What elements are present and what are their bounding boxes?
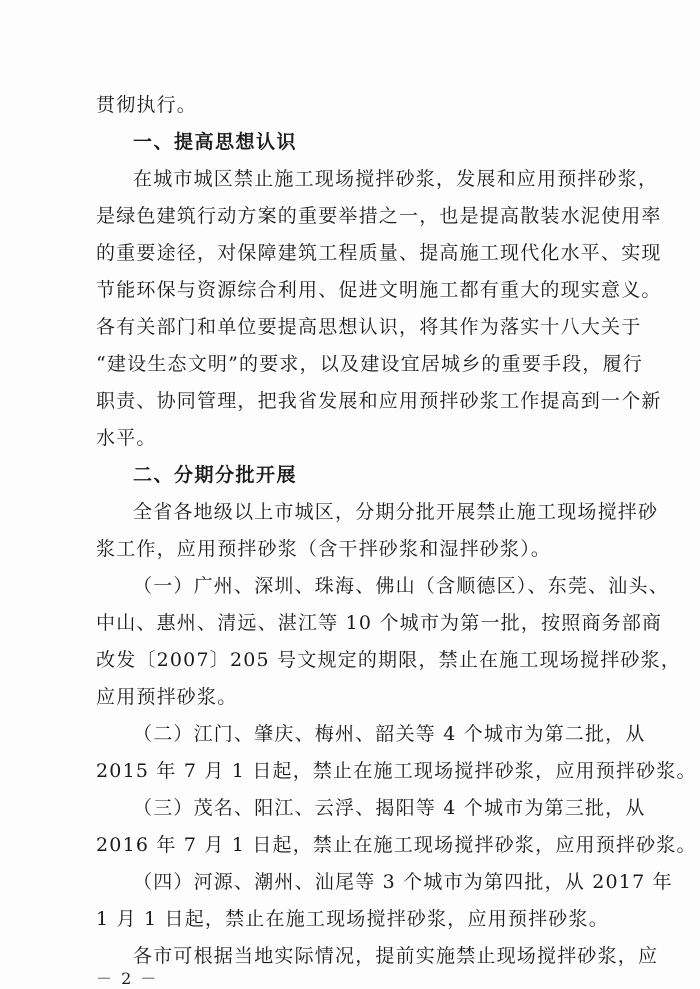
text-line: “建设生态文明”的要求，以及建设宜居城乡的重要手段，履行 xyxy=(96,353,644,375)
text-line: 是绿色建筑行动方案的重要举措之一，也是提高散装水泥使用率 xyxy=(96,205,662,227)
text-line: 2016 年 7 月 1 日起，禁止在施工现场搅拌砂浆，应用预拌砂浆。 xyxy=(96,834,697,856)
text-line: 的重要途径，对保障建筑工程质量、提高施工现代化水平、实现 xyxy=(96,242,662,264)
text-line: 浆工作，应用预拌砂浆（含干拌砂浆和湿拌砂浆）。 xyxy=(96,538,552,560)
text-line: 水平。 xyxy=(96,427,157,449)
text-line: 2015 年 7 月 1 日起，禁止在施工现场搅拌砂浆，应用预拌砂浆。 xyxy=(96,760,697,782)
section-heading-2: 二、分期分批开展 xyxy=(133,464,298,486)
text-line: 职责、协同管理，把我省发展和应用预拌砂浆工作提高到一个新 xyxy=(96,390,662,412)
text-line: 各市可根据当地实际情况，提前实施禁止现场搅拌砂浆，应 xyxy=(133,945,659,967)
text-line: 贯彻执行。 xyxy=(96,94,198,116)
text-line: 1 月 1 日起，禁止在施工现场搅拌砂浆，应用预拌砂浆。 xyxy=(96,908,609,930)
text-line: 全省各地级以上市城区，分期分批开展禁止施工现场搅拌砂 xyxy=(133,501,659,523)
text-line: （一）广州、深圳、珠海、佛山（含顺德区）、东莞、汕头、 xyxy=(133,575,669,597)
text-line: 改发〔2007〕205 号文规定的期限，禁止在施工现场搅拌砂浆， xyxy=(96,649,682,671)
text-line: 中山、惠州、清远、湛江等 10 个城市为第一批，按照商务部商 xyxy=(96,612,663,634)
text-line: （三）茂名、阳江、云浮、揭阳等 4 个城市为第三批，从 xyxy=(133,797,646,819)
text-line: 各有关部门和单位要提高思想认识，将其作为落实十八大关于 xyxy=(96,316,642,338)
text-line: （四）河源、潮州、汕尾等 3 个城市为第四批，从 2017 年 xyxy=(133,871,673,893)
text-line: 节能环保与资源综合利用、促进文明施工都有重大的现实意义。 xyxy=(96,279,662,301)
text-line: （二）江门、肇庆、梅州、韶关等 4 个城市为第二批，从 xyxy=(133,723,646,745)
section-heading-1: 一、提高思想认识 xyxy=(133,131,298,153)
text-line: 在城市城区禁止施工现场搅拌砂浆，发展和应用预拌砂浆， xyxy=(133,168,659,190)
text-line: 应用预拌砂浆。 xyxy=(96,686,238,708)
page-number: － 2 － xyxy=(96,969,159,988)
